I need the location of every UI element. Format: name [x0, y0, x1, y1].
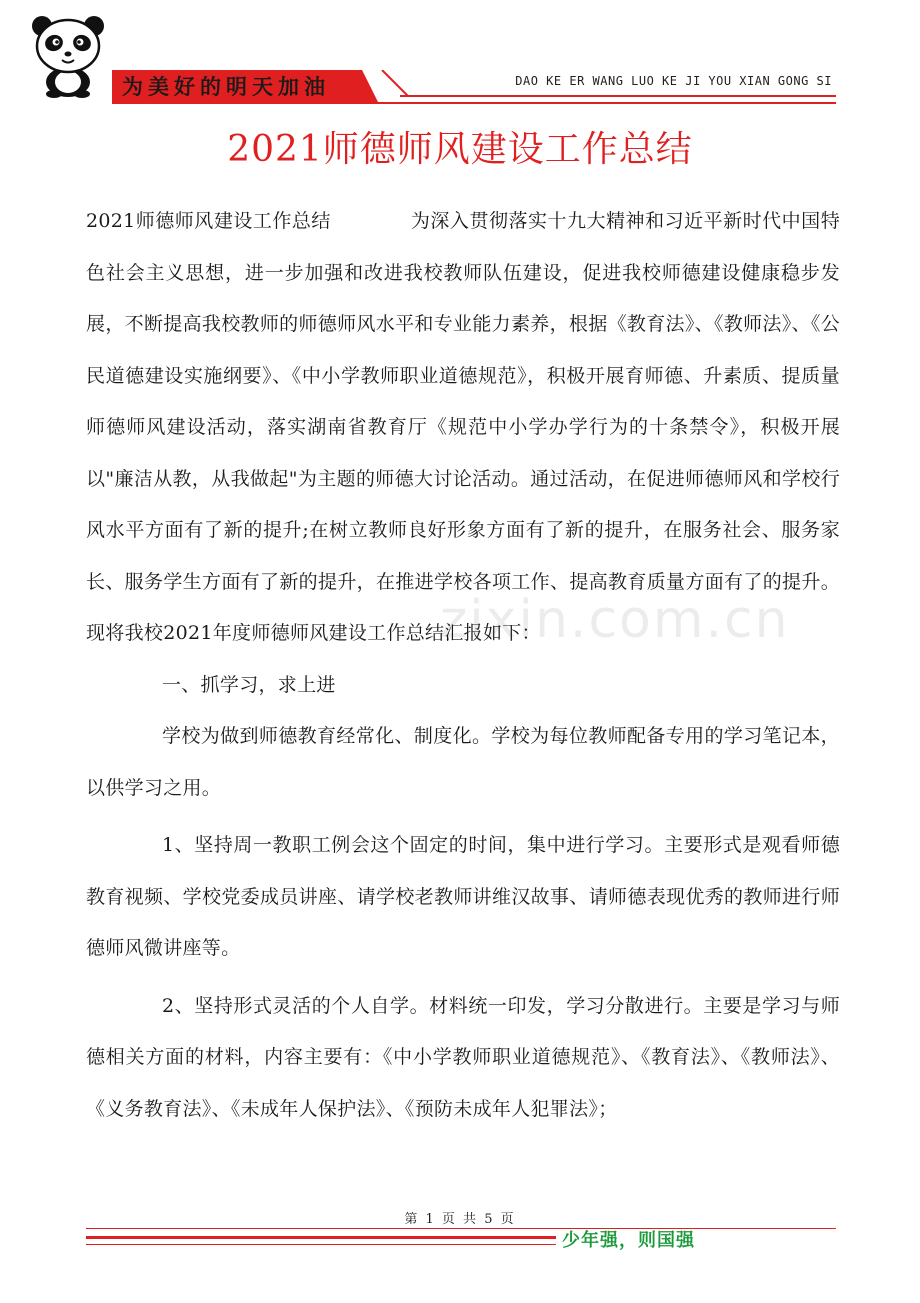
header-divider-diagonal: [374, 70, 408, 104]
body-paragraph: 2、坚持形式灵活的个人自学。材料统一印发，学习分散进行。主要是学习与师德相关方面的材料，内容主要有：《中小学教师职业道德规范》、《教育法》、《教师法》、《义务教育法》、《未成年人保护法》、《预防未成年人犯罪法》；: [86, 994, 840, 1120]
intro-paragraph: [86, 196, 840, 660]
footer-rule: [86, 1228, 836, 1229]
watermark: zixin.com.cn: [440, 590, 790, 650]
footer-rule-thin: [86, 1244, 556, 1245]
footer-rule-thick: [86, 1236, 556, 1239]
footer-motto: 少年强，则国强: [562, 1230, 695, 1251]
intro-title: 2021师德师风建设工作总结: [86, 210, 331, 232]
intro-text: 为深入贯彻落实十九大精神和习近平新时代中国特色社会主义思想，进一步加强和改进我校教师队伍建设，促进我校师德建设健康稳步发展，不断提高我校教师的师德师风水平和专业能力素养，根据《教育法》、《教师法》、《公民道德建设实施纲要》、《中小学教师职业道德规范》，积极开展育师德、升素质、提质量师德师风建设活动，落实湖南省教育厅《规范中小学办学行为的十条禁令》，积极开展以"廉洁从教，从我做起"为主题的师德大讨论活动。通过活动，在促进师德师风和学校行风水平方面有了新的提升;在树立教师良好形象方面有了新的提升，在服务社会、服务家长、服务学生方面有了新的提升，在推进学校各项工作、提高教育质量方面有了的提升。现将我校2021年度师德师风建设工作总结汇报如下：: [86, 210, 840, 644]
panda-icon: [30, 12, 106, 98]
page-number: 第 1 页 共 5 页: [404, 1212, 516, 1227]
slogan-text: 为美好的明天加油: [122, 74, 330, 99]
header-rule: [112, 102, 836, 104]
document-title: 2021师德师风建设工作总结: [227, 129, 693, 170]
document-body: [86, 196, 840, 1135]
body-paragraph: 1、坚持周一教职工例会这个固定的时间，集中进行学习。主要形式是观看师德教育视频、学校党委成员讲座、请学校老教师讲维汉故事、请师德表现优秀的教师进行师德师风微讲座等。: [86, 834, 840, 959]
header-rule-thin: [400, 95, 836, 97]
body-paragraph: 学校为做到师德教育经常化、制度化。学校为每位教师配备专用的学习笔记本，以供学习之用。: [86, 725, 840, 799]
section-heading: 一、抓学习，求上进: [162, 673, 336, 696]
company-name: DAO KE ER WANG LUO KE JI YOU XIAN GONG SI: [515, 74, 832, 88]
